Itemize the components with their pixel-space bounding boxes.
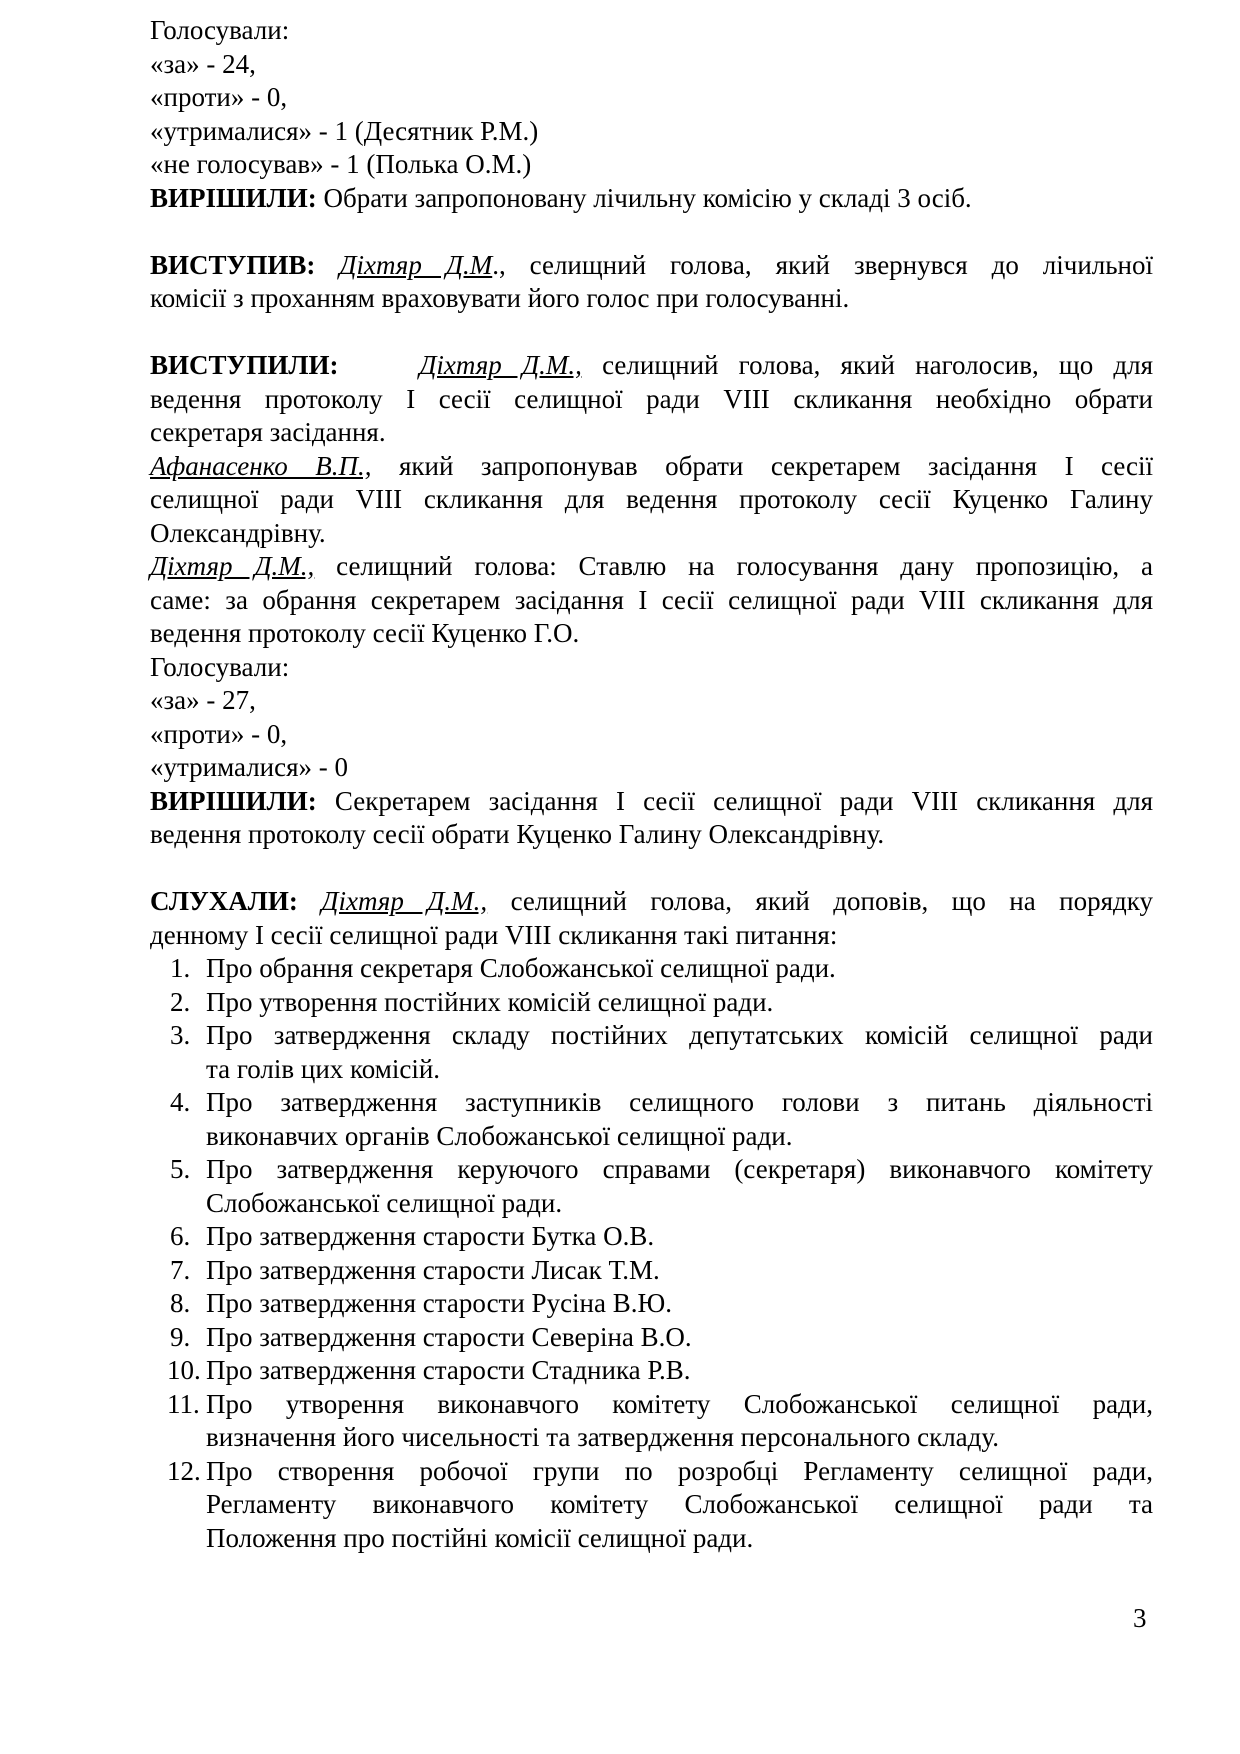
speech-block-3: [150, 450, 1153, 551]
agenda-item-number: 8.: [170, 1288, 191, 1318]
agenda-item-text: Слобожанської селищної ради.: [206, 1187, 563, 1218]
speech-block-1: [150, 249, 1153, 316]
agenda-item: [150, 1019, 1153, 1086]
vote-not-voted: «не голосував» - 1 (Полька О.М.): [150, 149, 532, 179]
agenda-item-number: 3.: [170, 1020, 191, 1050]
agenda-item-number: 1.: [170, 953, 191, 983]
agenda-item: [150, 1254, 1153, 1288]
speech-line: секретаря засідання.: [150, 417, 386, 447]
speech-line: ведення протоколу І сесії селищної ради VIII скликання необхідно обрати: [150, 383, 1153, 414]
agenda-item-text: визначення його чисельності та затвердження персонального складу.: [206, 1422, 999, 1452]
agenda-item-number: 9.: [170, 1321, 191, 1352]
agenda-item-text: Про затвердження старости Стадника Р.В.: [206, 1355, 691, 1385]
agenda-item: [150, 1388, 1153, 1455]
speaker-name: Діхтяр Д.М.,: [150, 551, 315, 581]
decision-label: ВИРІШИЛИ:: [150, 182, 317, 213]
decision-text: Обрати запропоновану лічильну комісію у складі 3 осіб.: [316, 182, 972, 213]
agenda-item-text: Про затвердження заступників селищного голови з питань діяльності: [206, 1087, 1153, 1117]
vote-block-1: [150, 14, 1153, 182]
agenda-item: [150, 1153, 1153, 1220]
agenda-item-number: 12.: [167, 1455, 201, 1486]
agenda-item-text: Про затвердження старости Северіна В.О.: [206, 1321, 692, 1352]
agenda-list: [150, 952, 1153, 1555]
agenda-item-number: 7.: [170, 1254, 191, 1285]
vote-heading: Голосували:: [150, 651, 290, 682]
speech-line: саме: за обрання секретарем засідання І сесії селищної ради VIII скликання для: [150, 584, 1153, 615]
agenda-item-text: Регламенту виконавчого комітету Слобожанської селищної ради та: [206, 1489, 1153, 1519]
vote-for: «за» - 27,: [150, 685, 256, 715]
agenda-item-number: 6.: [170, 1221, 191, 1251]
agenda-item-text: Про затвердження старости Русіна В.Ю.: [206, 1288, 673, 1318]
vote-heading: Голосували:: [150, 15, 290, 45]
speech-line: ВИСТУПИВ: Діхтяр Д.М., селищний голова, який звернувся до лічильної: [150, 249, 1154, 280]
agenda-item-text: Про утворення постійних комісій селищної ради.: [206, 986, 774, 1017]
heard-block: СЛУХАЛИ: Діхтяр Д.М., селищний голова, який доповів, що на порядку денному І сесії селищної ради VIII скликання такі питання:: [150, 886, 1153, 950]
decision-1: [150, 182, 1153, 216]
speech-line: селищної ради VIII скликання для ведення протоколу сесії Куценко Галину: [150, 484, 1153, 514]
speech-block-2: [150, 349, 1153, 450]
agenda-item-text: Про затвердження старости Бутка О.В.: [206, 1221, 655, 1251]
decision-2: ВИРІШИЛИ: Секретарем засідання І сесії селищної ради VIII скликання для ведення протоколу сесії обрати Куценко Галину Олександрівну.: [150, 785, 1153, 849]
speaker-name: Діхтяр Д.М.,: [419, 350, 582, 380]
vote-abstained: «утрималися» - 0: [150, 752, 349, 782]
speech-line: Афанасенко В.П., який запропонував обрати секретарем засідання І сесії: [150, 450, 1153, 481]
agenda-item-number: 4.: [170, 1087, 191, 1117]
speech-line: комісії з проханням враховувати його голос при голосуванні.: [150, 283, 850, 313]
agenda-item-text: Про обрання секретаря Слобожанської селищної ради.: [206, 953, 836, 983]
agenda-item-number: 5.: [170, 1154, 191, 1184]
agenda-item: [150, 1455, 1153, 1556]
speech-line: ВИСТУПИЛИ: Діхтяр Д.М., селищний голова, який наголосив, що для: [150, 350, 1154, 380]
heard-label: СЛУХАЛИ:: [150, 886, 298, 916]
agenda-item: [150, 952, 1153, 986]
speaker-name: Діхтяр Д.М.,: [321, 886, 488, 916]
speaker-name: Афанасенко В.П.,: [150, 450, 372, 481]
speech-label: ВИСТУПИЛИ:: [150, 350, 339, 380]
agenda-item-text: Про затвердження старости Лисак Т.М.: [206, 1254, 660, 1285]
agenda-item-number: 2.: [170, 986, 191, 1017]
agenda-item: [150, 1287, 1153, 1321]
agenda-item-text: Про затвердження складу постійних депутатських комісій селищної ради: [206, 1020, 1153, 1050]
vote-against: «проти» - 0,: [150, 718, 288, 749]
agenda-item: [150, 1086, 1153, 1153]
agenda-item-text: Положення про постійні комісії селищної ради.: [206, 1522, 754, 1553]
speech-line: Діхтяр Д.М., селищний голова: Ставлю на голосування дану пропозицію, а: [150, 551, 1153, 581]
speaker-name: Діхтяр Д.М: [339, 249, 493, 280]
agenda-item-text: Про затвердження керуючого справами (секретаря) виконавчого комітету: [206, 1154, 1153, 1184]
speech-label: ВИСТУПИВ:: [150, 249, 316, 280]
agenda-item-text: Про створення робочої групи по розробці Регламенту селищної ради,: [206, 1455, 1153, 1486]
decision-label: ВИРІШИЛИ:: [150, 785, 317, 816]
vote-for: «за» - 24,: [150, 48, 256, 79]
vote-against: «проти» - 0,: [150, 82, 288, 112]
speech-line: ведення протоколу сесії Куценко Г.О.: [150, 618, 580, 648]
agenda-item: [150, 1321, 1153, 1355]
speech-block-4: [150, 550, 1153, 651]
vote-block-2: [150, 651, 1153, 785]
agenda-item: [150, 986, 1153, 1020]
vote-abstained: «утрималися» - 1 (Десятник Р.М.): [150, 115, 539, 146]
document-page: [150, 14, 1153, 1555]
agenda-item-number: 11.: [167, 1388, 200, 1419]
speech-line: Олександрівну.: [150, 517, 326, 548]
agenda-item: [150, 1220, 1153, 1254]
agenda-item-text: виконавчих органів Слобожанської селищної ради.: [206, 1120, 793, 1151]
agenda-item-number: 10.: [167, 1355, 201, 1385]
agenda-item-text: Про утворення виконавчого комітету Слобожанської селищної ради,: [206, 1388, 1153, 1419]
agenda-item: [150, 1354, 1153, 1388]
agenda-item-text: та голів цих комісій.: [206, 1053, 441, 1084]
page-number: 3: [1133, 1603, 1147, 1633]
